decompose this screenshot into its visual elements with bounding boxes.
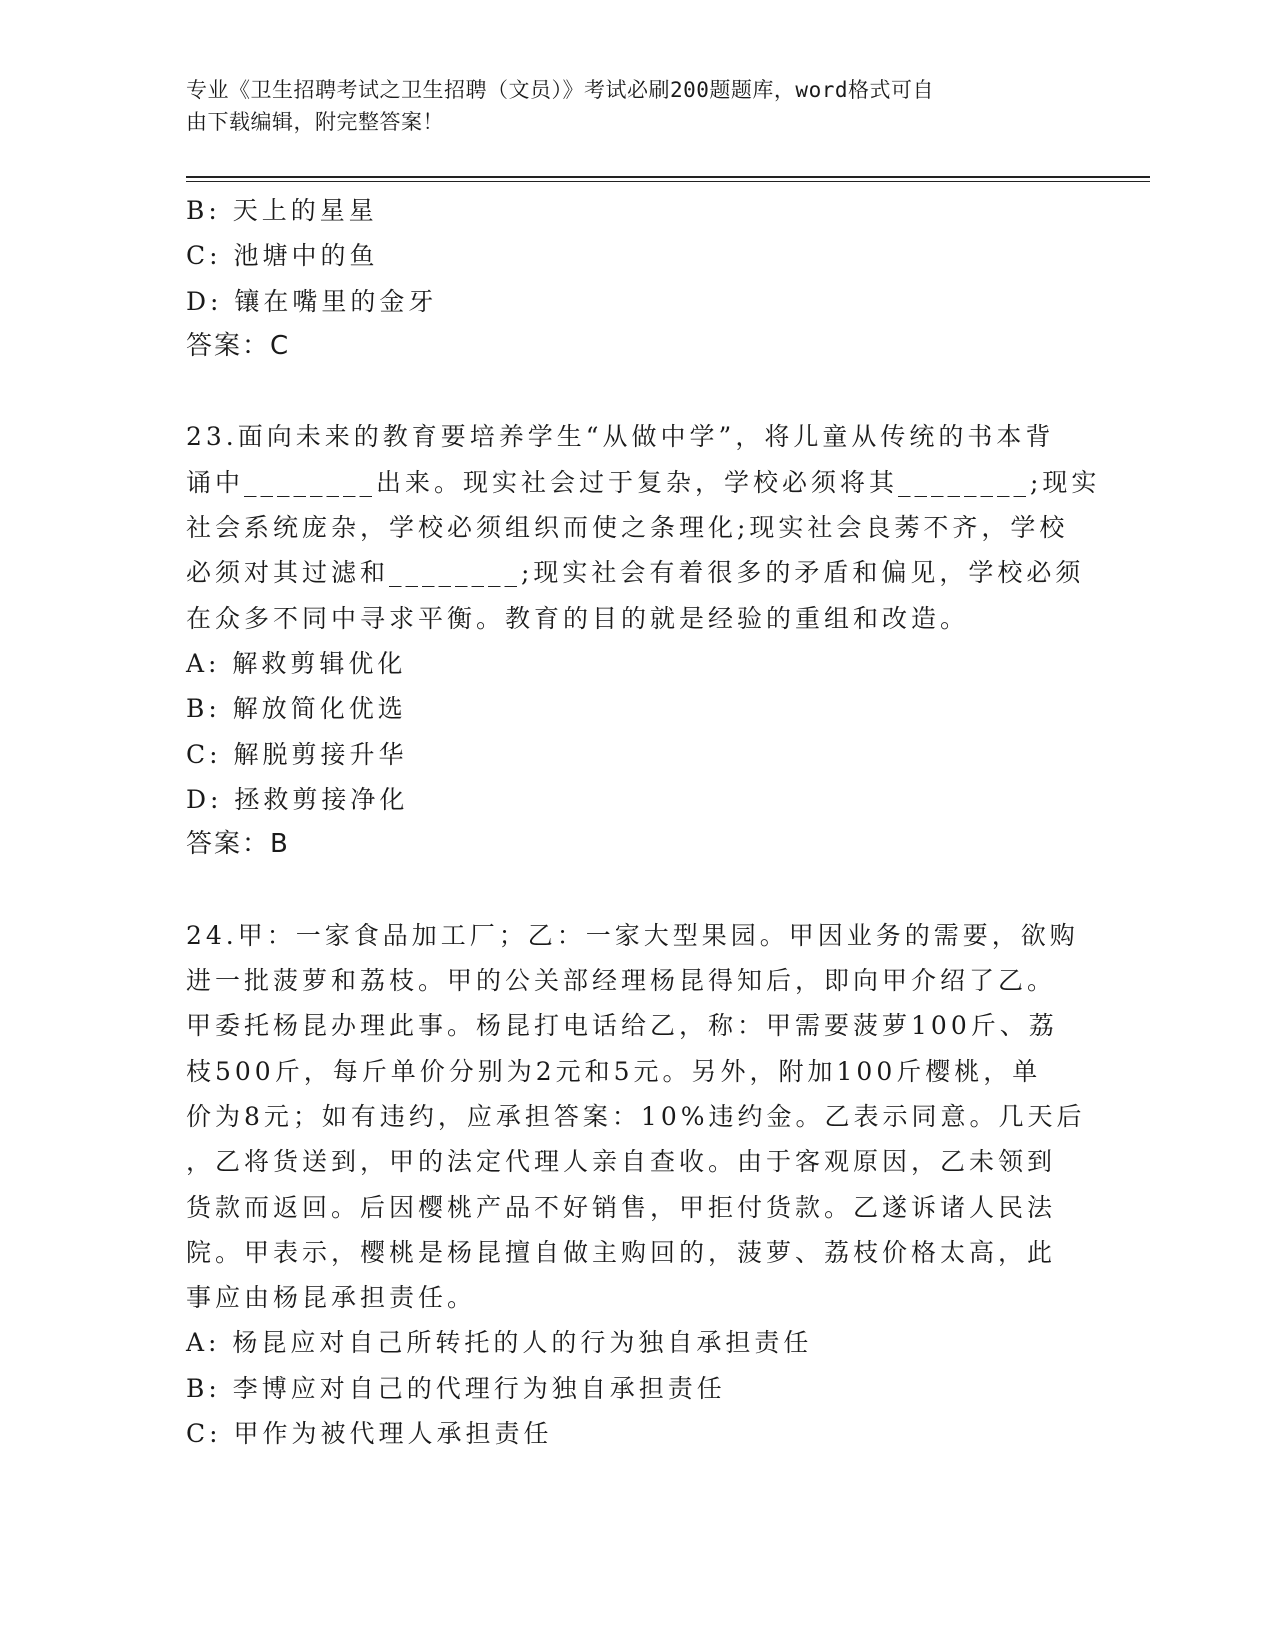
question-stem-line: 货款而返回。后因樱桃产品不好销售，甲拒付货款。乙遂诉诸人民法 [186, 1192, 1057, 1222]
header-line-2: 由下载编辑，附完整答案！ [186, 110, 444, 134]
spacer [186, 369, 1086, 414]
answer-label: 答案：B [186, 829, 290, 860]
question-stem-line: 24.甲：一家食品加工厂；乙：一家大型果园。甲因业务的需要，欲购 [186, 920, 1079, 950]
question-stem-line: 院。甲表示，樱桃是杨昆擅自做主购回的，菠萝、荔枝价格太高，此 [186, 1237, 1057, 1267]
question-stem-line: ，乙将货送到，甲的法定代理人亲自查收。由于客观原因，乙未领到 [186, 1147, 1057, 1177]
option-b: B: 解放简化优选 [186, 694, 407, 724]
header-divider-thick [186, 176, 1150, 178]
option-c: C: 解脱剪接升华 [186, 739, 408, 769]
prev-question [186, 188, 1086, 369]
option-c: C: 池塘中的鱼 [186, 241, 379, 271]
question-stem-line: 必须对其过滤和________;现实社会有着很多的矛盾和偏见，学校必须 [186, 558, 1085, 588]
document-header [186, 74, 1066, 138]
document-body [186, 188, 1101, 1456]
option-d: D: 拯救剪接净化 [186, 784, 409, 814]
spacer [186, 867, 1086, 912]
question-23 [186, 414, 1101, 867]
question-stem-line: 价为8元；如有违约，应承担答案：10%违约金。乙表示同意。几天后 [186, 1101, 1086, 1131]
option-d: D: 镶在嘴里的金牙 [186, 286, 438, 316]
option-c: C: 甲作为被代理人承担责任 [186, 1419, 553, 1449]
question-stem-line: 进一批菠萝和荔枝。甲的公关部经理杨昆得知后，即向甲介绍了乙。 [186, 966, 1057, 996]
header-divider-thin [186, 181, 1150, 182]
header-line-1: 专业《卫生招聘考试之卫生招聘（文员）》考试必刷200题题库，word格式可自 [186, 78, 934, 102]
option-a: A: 解救剪辑优化 [186, 648, 407, 678]
option-b: B: 李博应对自己的代理行为独自承担责任 [186, 1373, 726, 1403]
question-stem-line: 23.面向未来的教育要培养学生“从做中学”，将儿童从传统的书本背 [186, 422, 1055, 452]
option-a: A: 杨昆应对自己所转托的人的行为独自承担责任 [186, 1328, 813, 1358]
question-stem-line: 社会系统庞杂，学校必须组织而使之条理化;现实社会良莠不齐，学校 [186, 513, 1069, 543]
answer-label: 答案：C [186, 330, 291, 361]
question-24 [186, 913, 1086, 1457]
question-stem-line: 枝500斤，每斤单价分别为2元和5元。另外，附加100斤樱桃，单 [186, 1056, 1042, 1086]
question-stem-line: 事应由杨昆承担责任。 [186, 1283, 477, 1313]
question-stem-line: 诵中________出来。现实社会过于复杂，学校必须将其________;现实 [186, 467, 1101, 497]
question-stem-line: 在众多不同中寻求平衡。教育的目的就是经验的重组和改造。 [186, 603, 970, 633]
question-stem-line: 甲委托杨昆办理此事。杨昆打电话给乙，称：甲需要菠萝100斤、荔 [186, 1011, 1058, 1041]
option-b: B: 天上的星星 [186, 196, 378, 225]
